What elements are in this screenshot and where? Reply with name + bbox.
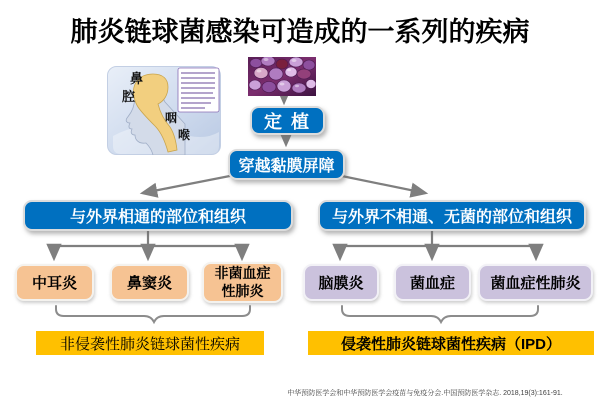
flow-box-colonization <box>250 106 325 135</box>
annotation-textbox <box>178 68 219 112</box>
flow-box-colonization-label: 定 植 <box>263 111 311 132</box>
disease-box-meningitis <box>303 264 379 301</box>
disease-label: 鼻窦炎 <box>126 275 172 292</box>
category-label-invasive: 侵袭性肺炎链球菌性疾病（IPD） <box>340 335 561 353</box>
disease-box-otitis-media <box>15 264 94 301</box>
category-box-noninvasive <box>36 331 264 355</box>
brace-noninvasive-group <box>56 306 250 322</box>
disease-box-nonbacteremic-pneumonia <box>202 262 283 303</box>
pneumococcus-micrograph <box>248 57 316 96</box>
disease-label: 非菌血症性肺炎 <box>214 265 271 299</box>
arrow-barrier-to-right-branch <box>332 174 425 193</box>
flow-box-right-branch-label: 与外界不相通、无菌的部位和组织 <box>331 209 572 226</box>
bacteria-graphic <box>248 57 316 96</box>
disease-box-bacteremia <box>394 264 471 301</box>
page-title: 肺炎链球菌感染可造成的一系列的疾病 <box>70 17 530 47</box>
label-nasal-cavity-1: 鼻 <box>130 71 144 86</box>
category-box-invasive <box>308 331 594 355</box>
disease-label: 脑膜炎 <box>318 275 364 292</box>
label-nasal-cavity-2: 腔 <box>122 89 136 104</box>
nasopharynx-anatomy-image <box>107 66 221 155</box>
label-larynx: 喉 <box>178 128 191 142</box>
flow-box-right-branch <box>318 200 586 231</box>
citation-text: 中华预防医学会和中华预防医学会疫苗与免疫分会.中国预防医学杂志. 2018,19(3):161-91. <box>287 390 563 397</box>
category-label-noninvasive: 非侵袭性肺炎链球菌性疾病 <box>59 335 240 353</box>
flow-box-cross-barrier <box>228 149 345 180</box>
disease-box-sinusitis <box>110 264 189 301</box>
disease-label: 中耳炎 <box>31 275 77 292</box>
disease-box-bacteremic-pneumonia <box>478 264 593 301</box>
flow-box-left-branch-label: 与外界相通的部位和组织 <box>69 209 246 226</box>
disease-label: 菌血症 <box>409 275 455 292</box>
brace-invasive-group <box>342 306 538 322</box>
flow-box-cross-barrier-label: 穿越黏膜屏障 <box>238 158 335 175</box>
label-pharynx: 咽 <box>165 111 178 125</box>
head-profile-graphic <box>107 66 221 155</box>
disease-label: 菌血症性肺炎 <box>490 275 581 292</box>
arrow-barrier-to-left-branch <box>143 174 240 193</box>
flow-box-left-branch <box>23 200 293 231</box>
